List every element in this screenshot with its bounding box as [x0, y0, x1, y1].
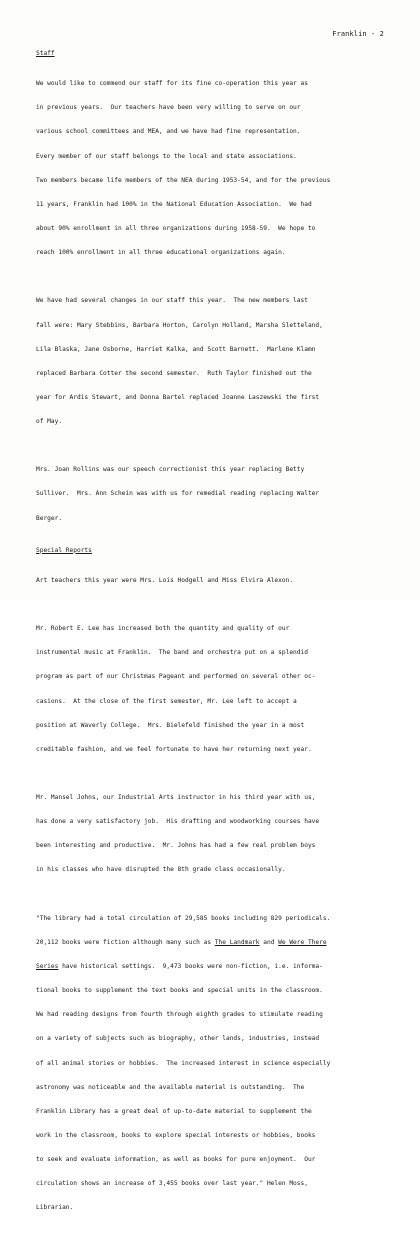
book-title-series: Series	[36, 962, 59, 970]
page-header: Franklin - 2	[332, 30, 384, 38]
staff-paragraph-1	[36, 64, 388, 273]
art-paragraph	[36, 561, 388, 601]
library-paragraph	[36, 899, 388, 1229]
text-line: position at Waverly College. Mrs. Bielefeld finished the year in a most	[36, 721, 305, 729]
text-line: program as part of our Christmas Pageant and performed on several other oc-	[36, 673, 316, 681]
text-line: instrumental music at Franklin. The band and orchestra put on a splendid	[36, 649, 308, 657]
text-line: We have had several changes in our staff this year. The new members last	[36, 297, 308, 305]
text-line: work in the classroom, books to explore special interests or hobbies, books	[36, 1131, 316, 1139]
special-reports-heading: Special Reports	[36, 546, 92, 554]
text-line: about 90% enrollment in all three organizations during 1958-59. We hope to	[36, 224, 316, 232]
staff-paragraph-2	[36, 281, 388, 442]
text-line: creditable fashion, and we feel fortunate to have her returning next year.	[36, 745, 312, 753]
text-line: Librarian.	[36, 1204, 74, 1212]
text-line: astronomy was noticeable and the available material is outstanding. The	[36, 1083, 305, 1091]
text-line: Mrs. Joan Rollins was our speech correctionist this year replacing Betty	[36, 466, 305, 474]
text-line: to seek and evaluate information, as well as books for pure enjoyment. Our	[36, 1156, 316, 1164]
text-line: We had reading designs from fourth through eighth grades to stimulate reading	[36, 1011, 323, 1019]
text-line: of May.	[36, 418, 63, 426]
text-fragment: have historical settings. 9,473 books were non-fiction, i.e. informa-	[58, 962, 323, 970]
text-line: replaced Barbara Cotter the second semester. Ruth Taylor finished out the	[36, 369, 312, 377]
text-line: has done a very satisfactory job. His drafting and woodworking courses have	[36, 818, 320, 826]
text-line	[36, 963, 388, 971]
staff-paragraph-3	[36, 450, 388, 539]
text-line: fall were: Mary Stebbins, Barbara Horton, Carolyn Holland, Marsha Sletteland,	[36, 321, 323, 329]
text-line: circulation shows an increase of 3,455 books over last year." Helen Moss,	[36, 1180, 308, 1188]
text-line: year for Ardis Stewart, and Donna Bartel replaced Joanne Laszewski the first	[36, 393, 320, 401]
document-body	[36, 50, 388, 1237]
text-line: Sulliver. Mrs. Ann Schein was with us for remedial reading replacing Walter	[36, 490, 320, 498]
text-line: in his classes who have disrupted the 8th grade class occasionally.	[36, 866, 286, 874]
book-title-we-were-there: We Were There	[278, 938, 327, 946]
industrial-arts-paragraph	[36, 778, 388, 891]
text-line: Every member of our staff belongs to the local and state associations.	[36, 152, 297, 160]
text-line: Two members became life members of the NEA during 1953-54, and for the previous	[36, 176, 331, 184]
text-line: various school committees and MEA, and we have had fine representation.	[36, 128, 301, 136]
book-title-landmark: The Landmark	[214, 938, 260, 946]
text-line: Lila Blaska, Jane Osborne, Harriet Kalka, and Scott Barnett. Marlene Klamn	[36, 345, 316, 353]
text-line: "The library had a total circulation of 29,585 books including 829 periodicals.	[36, 914, 331, 922]
text-line	[36, 939, 388, 947]
text-line: casions. At the close of the first semester, Mr. Lee left to accept a	[36, 697, 297, 705]
text-line: Berger.	[36, 514, 63, 522]
text-line: We would like to commend our staff for its fine co-operation this year as	[36, 80, 308, 88]
text-line: in previous years. Our teachers have been very willing to serve on our	[36, 104, 301, 112]
music-paragraph	[36, 609, 388, 770]
text-line: reach 100% enrollment in all three educational organizations again.	[36, 249, 286, 257]
text-line: Franklin Library has a great deal of up-to-date material to supplement the	[36, 1107, 312, 1115]
text-fragment: 20,112 books were fiction although many such as	[36, 938, 215, 946]
text-fragment: and	[259, 938, 279, 946]
text-line: tional books to supplement the text books and special units in the classroom.	[36, 987, 323, 995]
text-line: of all animal stories or hobbies. The increased interest in science especially	[36, 1059, 331, 1067]
staff-heading: Staff	[36, 50, 55, 57]
text-line: Mr. Mansel Johns, our Industrial Arts instructor in his third year with us,	[36, 794, 316, 802]
text-line: been interesting and productive. Mr. Johns has had a few real problem boys	[36, 842, 316, 850]
text-line: on a variety of subjects such as biography, other lands, industries, instead	[36, 1035, 320, 1043]
text-line: Mr. Robert E. Lee has increased both the quantity and quality of our	[36, 625, 290, 633]
text-line: 11 years, Franklin had 100% in the National Education Association. We had	[36, 200, 312, 208]
text-line: Art teachers this year were Mrs. Lois Hodgell and Miss Elvira Alexon.	[36, 576, 294, 584]
